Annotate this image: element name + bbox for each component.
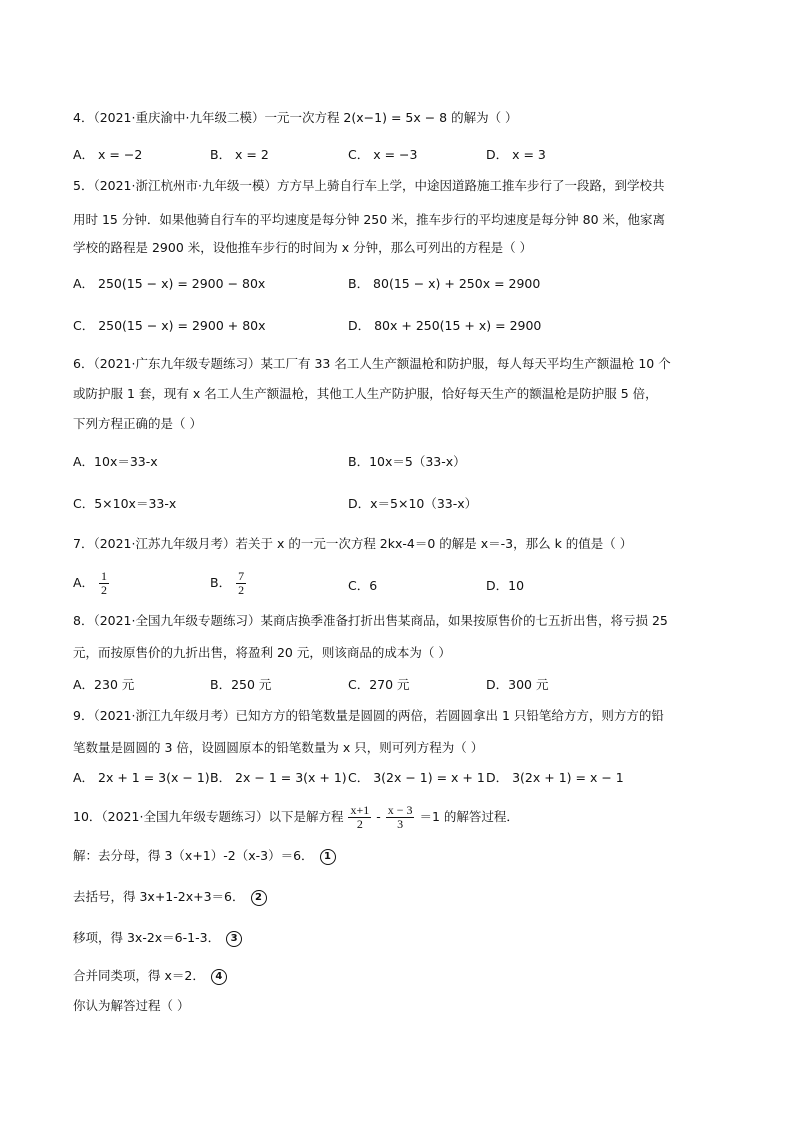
q5-option-d: D． 80x + 250(15 + x) = 2900 [348,318,542,333]
step-text: 解：去分母，得 3（x+1）-2（x-3）＝6． [73,848,314,863]
q7-option-d: D．10 [486,578,525,593]
circled-number-1: 1 [320,849,336,865]
q5-option-a: A． 250(15 − x) = 2900 − 80x [73,276,266,291]
q8-option-a: A．230 元 [73,677,135,692]
q4-option-b: B． x = 2 [210,147,269,162]
q6-option-a: A．10x＝33-x [73,454,158,469]
q8-line-1: 8．（2021·全国九年级专题练习）某商店换季准备打折出售某商品，如果按原售价的七五折出售，将亏损 25 [73,613,668,628]
q5-line-1: 5．（2021·浙江杭州市·九年级一模）方方早上骑自行车上学，中途因道路施工推车步行了一段路，到学校共 [73,178,665,193]
fraction-denominator: 3 [397,817,404,831]
fraction-numerator: x − 3 [387,803,413,817]
q6-option-d: D．x＝5×10（33-x） [348,496,478,511]
fraction-denominator: 2 [101,583,108,597]
q9-option-b: B． 2x − 1 = 3(x + 1) [210,770,347,785]
q5-option-c: C． 250(15 − x) = 2900 + 80x [73,318,266,333]
q6-line-2: 或防护服 1 套，现有 x 名工人生产额温枪，其他工人生产防护服，恰好每天生产的额温枪是防护服 5 倍， [73,386,658,401]
q4-option-d: D． x = 3 [486,147,546,162]
q10-stem-prefix: 10．（2021·全国九年级专题练习）以下是解方程 [73,809,344,824]
fraction-denominator: 2 [356,817,363,831]
step-text: 合并同类项，得 x＝2． [73,968,205,983]
q4-option-a: A． x = −2 [73,147,143,162]
q7-option-c: C．6 [348,578,378,593]
fraction-numerator: 1 [101,569,108,583]
q5-option-b: B． 80(15 − x) + 250x = 2900 [348,276,541,291]
q4-stem: 4．（2021·重庆渝中·九年级二模）一元一次方程 2(x−1) = 5x − 8 的解为（ ） [73,110,518,125]
q8-option-c: C．270 元 [348,677,410,692]
q6-option-b: B．10x＝5（33-x） [348,454,466,469]
q7-stem: 7．（2021·江苏九年级月考）若关于 x 的一元一次方程 2kx-4＝0 的解是 x＝-3，那么 k 的值是（ ） [73,536,633,551]
q10-minus-sign: - [376,809,381,824]
q10-step-1 [73,848,336,865]
q7-option-b-label: B． [210,575,232,590]
q7-option-b [210,570,247,597]
circled-number-4: 4 [211,969,227,985]
q10-stem-suffix: ＝1 的解答过程． [419,809,519,824]
q10-fraction-1 [348,804,371,831]
step-text: 去括号，得 3x+1-2x+3＝6． [73,889,245,904]
fraction-denominator: 2 [238,583,245,597]
fraction-numerator: 7 [238,569,245,583]
q9-line-2: 笔数量是圆圆的 3 倍，设圆圆原本的铅笔数量为 x 只，则可列方程为（ ） [73,740,484,755]
q5-line-2: 用时 15 分钟．如果他骑自行车的平均速度是每分钟 250 米，推车步行的平均速度是每分钟 80 米，他家离 [73,212,666,227]
circled-number-2: 2 [251,890,267,906]
q8-option-b: B．250 元 [210,677,272,692]
q7-option-b-fraction [236,570,246,597]
q10-step-4 [73,968,227,985]
q7-option-a-fraction [99,570,109,597]
q10-step-2 [73,889,267,906]
q6-option-c: C．5×10x＝33-x [73,496,177,511]
fraction-numerator: x+1 [350,803,370,817]
q9-option-d: D． 3(2x + 1) = x − 1 [486,770,624,785]
q7-option-a-label: A． [73,575,95,590]
q10-step-3 [73,930,242,947]
q6-line-1: 6．（2021·广东九年级专题练习）某工厂有 33 名工人生产额温枪和防护服，每人每天平均生产额温枪 10 个 [73,356,671,371]
q6-line-3: 下列方程正确的是（ ） [73,416,202,431]
step-text: 移项，得 3x-2x＝6-1-3． [73,930,221,945]
circled-number-3: 3 [226,931,242,947]
q10-fraction-2 [386,804,415,831]
q5-line-3: 学校的路程是 2900 米，设他推车步行的时间为 x 分钟，那么可列出的方程是（ ） [73,240,533,255]
q9-line-1: 9．（2021·浙江九年级月考）已知方方的铅笔数量是圆圆的两倍，若圆圆拿出 1 只铅笔给方方，则方方的铅 [73,708,664,723]
q9-option-c: C． 3(2x − 1) = x + 1 [348,770,485,785]
q10-question: 你认为解答过程（ ） [73,998,190,1013]
q4-option-c: C． x = −3 [348,147,418,162]
q9-option-a: A． 2x + 1 = 3(x − 1) [73,770,210,785]
q7-option-a [73,570,110,597]
q8-line-2: 元，而按原售价的九折出售，将盈利 20 元，则该商品的成本为（ ） [73,645,451,660]
q8-option-d: D．300 元 [486,677,549,692]
q10-stem [73,804,519,831]
